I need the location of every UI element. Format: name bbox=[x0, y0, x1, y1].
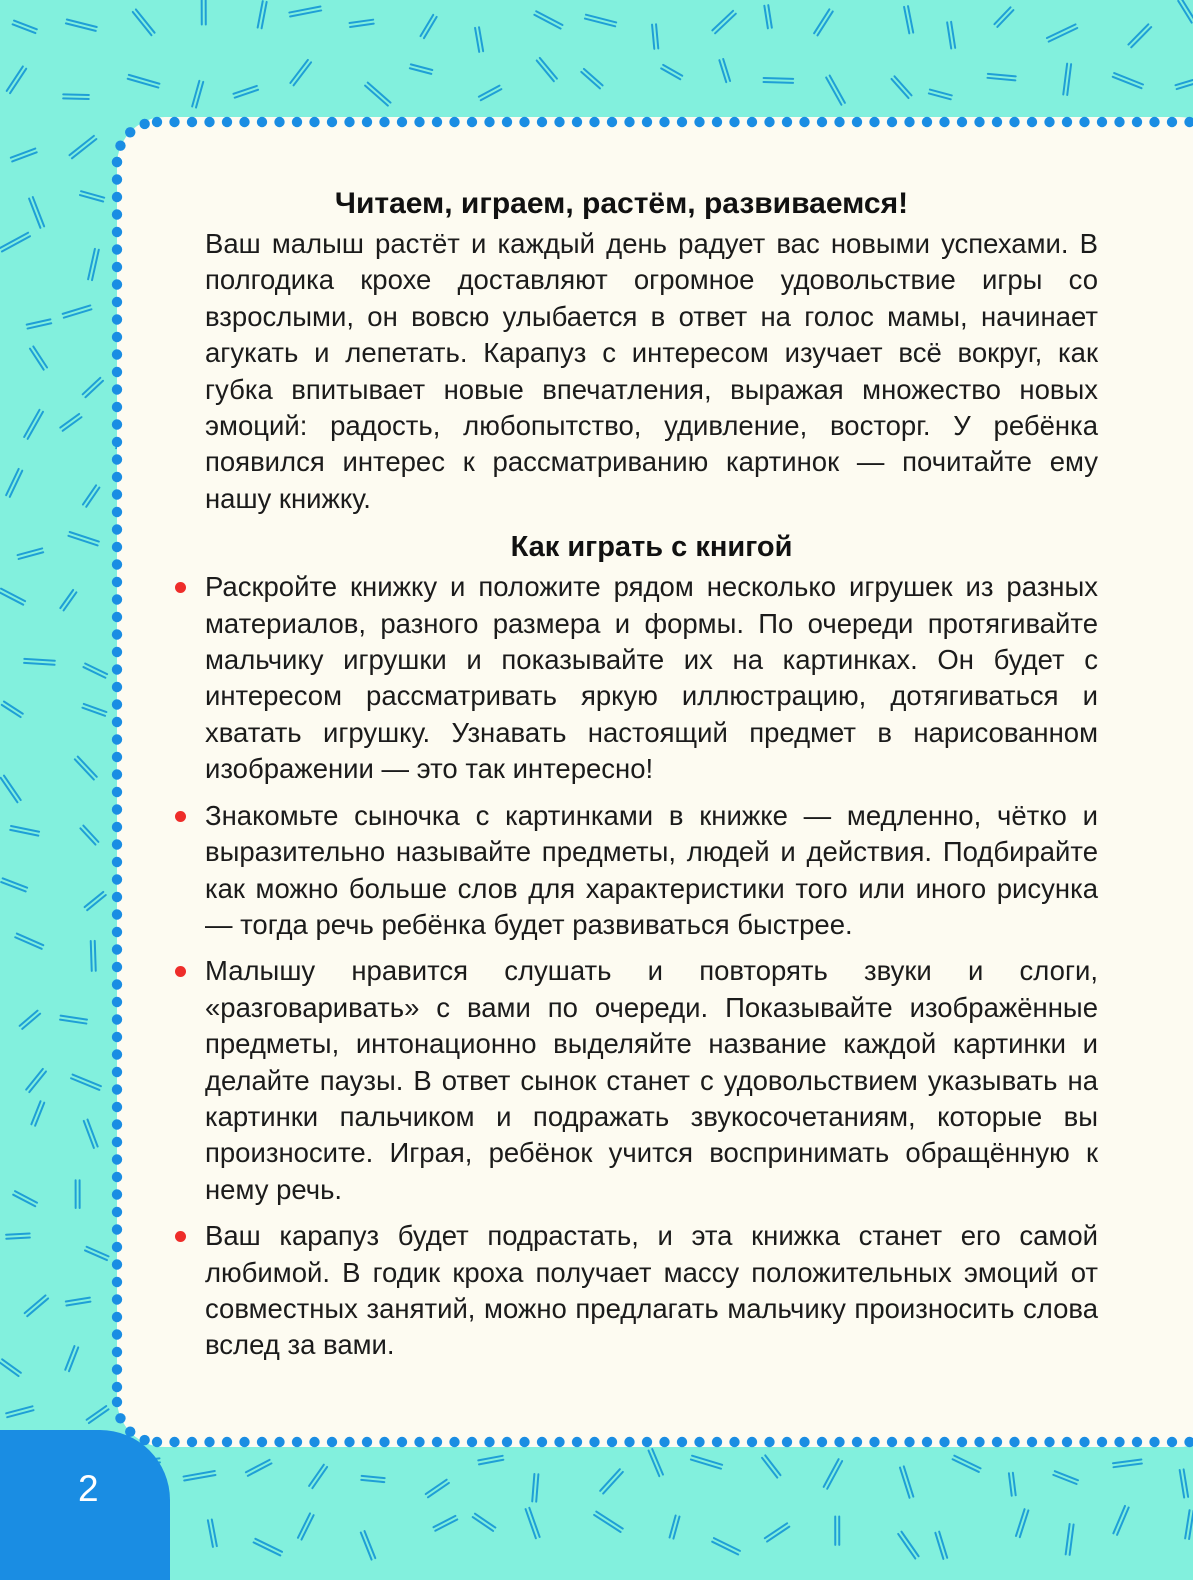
border-dot bbox=[112, 244, 122, 254]
border-dot bbox=[747, 117, 757, 127]
border-dot bbox=[1044, 1437, 1054, 1447]
border-dot bbox=[112, 1259, 122, 1269]
border-dot bbox=[112, 1154, 122, 1164]
border-dot bbox=[834, 1437, 844, 1447]
border-dot bbox=[112, 1294, 122, 1304]
border-dot bbox=[344, 117, 354, 127]
border-dot bbox=[677, 1437, 687, 1447]
border-dot bbox=[204, 1437, 214, 1447]
border-dot bbox=[1149, 117, 1159, 127]
border-dot bbox=[112, 594, 122, 604]
border-dot bbox=[887, 1437, 897, 1447]
border-dot bbox=[1114, 117, 1124, 127]
border-dot bbox=[112, 559, 122, 569]
border-dot bbox=[974, 1437, 984, 1447]
border-dot bbox=[327, 1437, 337, 1447]
border-dot bbox=[112, 297, 122, 307]
border-dot bbox=[112, 384, 122, 394]
border-dot bbox=[379, 117, 389, 127]
border-dot bbox=[112, 402, 122, 412]
border-dot bbox=[764, 117, 774, 127]
border-dot bbox=[112, 787, 122, 797]
list-item bbox=[205, 953, 1098, 1208]
list-item-text: Раскройте книжку и положите рядом несколько игрушек из разных материалов, разного размера и формы. По очереди протягивайте мальчику игрушки и показывайте их на картинках. Он будет с интересом рассматривать яркую иллюстрацию, дотягиваться и хватать игрушку. Узнавать настоящий предмет в нарисованном изображении — это так интересно! bbox=[205, 571, 1098, 784]
bullet-icon bbox=[175, 811, 186, 822]
border-dot bbox=[729, 1437, 739, 1447]
border-dot bbox=[112, 752, 122, 762]
list-item-text: Малышу нравится слушать и повторять звуки и слоги, «разговаривать» с вами по очереди. Показывайте изображённые предметы, интонационно выделяйте название каждой картинки и делайте паузы. В ответ сынок станет с удовольствием указывать на картинки пальчиком и подражать звукосочетаниям, которые вы произносите. Играя, ребёнок учится воспринимать обращённую к нему речь. bbox=[205, 955, 1098, 1204]
intro-paragraph: Ваш малыш растёт и каждый день радует вас новыми успехами. В полгодика крохе доставляют огромное удовольствие игры со взрослыми, он вовсю улыбается в ответ на голос мамы, начинает агукать и лепетать. Карапуз с интересом изучает всё вокруг, как губка впитывает новые впечатления, выражая множество новых эмоций: радость, любопытство, удивление, восторг. У ребёнка появился интерес к рассматриванию картинок — почитайте ему нашу книжку. bbox=[205, 226, 1098, 517]
border-dot bbox=[112, 839, 122, 849]
border-dot bbox=[169, 117, 179, 127]
border-dot bbox=[852, 117, 862, 127]
border-dot bbox=[112, 822, 122, 832]
article bbox=[205, 182, 1098, 1374]
border-dot bbox=[112, 1067, 122, 1077]
border-dot bbox=[554, 117, 564, 127]
border-dot bbox=[112, 682, 122, 692]
border-dot bbox=[1097, 1437, 1107, 1447]
border-dot bbox=[115, 141, 125, 151]
border-dot bbox=[112, 647, 122, 657]
border-dot bbox=[1027, 1437, 1037, 1447]
border-dot bbox=[502, 117, 512, 127]
border-dot bbox=[112, 1224, 122, 1234]
border-dot bbox=[992, 1437, 1002, 1447]
border-dot bbox=[112, 332, 122, 342]
border-dot bbox=[125, 127, 135, 137]
border-dot bbox=[112, 192, 122, 202]
border-dot bbox=[817, 1437, 827, 1447]
border-dot bbox=[292, 1437, 302, 1447]
border-dot bbox=[222, 117, 232, 127]
border-dot bbox=[112, 1382, 122, 1392]
border-dot bbox=[112, 209, 122, 219]
border-dot bbox=[537, 117, 547, 127]
border-dot bbox=[112, 1329, 122, 1339]
border-dot bbox=[112, 314, 122, 324]
border-dot bbox=[112, 1102, 122, 1112]
border-dot bbox=[292, 117, 302, 127]
border-dot bbox=[607, 1437, 617, 1447]
border-dot bbox=[112, 454, 122, 464]
border-dot bbox=[112, 367, 122, 377]
border-dot bbox=[922, 117, 932, 127]
border-dot bbox=[239, 1437, 249, 1447]
border-dot bbox=[112, 962, 122, 972]
border-dot bbox=[467, 117, 477, 127]
border-dot bbox=[112, 437, 122, 447]
border-dot bbox=[257, 1437, 267, 1447]
border-dot bbox=[112, 1137, 122, 1147]
border-dot bbox=[112, 892, 122, 902]
page-title: Читаем, играем, растём, развиваемся! bbox=[145, 182, 1098, 226]
border-dot bbox=[799, 1437, 809, 1447]
border-dot bbox=[309, 117, 319, 127]
border-dot bbox=[1167, 1437, 1177, 1447]
page-number: 2 bbox=[78, 1464, 99, 1514]
border-dot bbox=[112, 1347, 122, 1357]
border-dot bbox=[712, 1437, 722, 1447]
border-dot bbox=[112, 1397, 122, 1407]
border-dot bbox=[502, 1437, 512, 1447]
border-dot bbox=[817, 117, 827, 127]
border-dot bbox=[112, 542, 122, 552]
border-dot bbox=[869, 117, 879, 127]
border-dot bbox=[747, 1437, 757, 1447]
border-dot bbox=[484, 117, 494, 127]
border-dot bbox=[659, 1437, 669, 1447]
border-dot bbox=[589, 1437, 599, 1447]
border-dot bbox=[112, 699, 122, 709]
border-dot bbox=[554, 1437, 564, 1447]
border-dot bbox=[939, 117, 949, 127]
list-item bbox=[205, 798, 1098, 944]
border-dot bbox=[572, 1437, 582, 1447]
border-dot bbox=[904, 117, 914, 127]
border-dot bbox=[1132, 117, 1142, 127]
border-dot bbox=[112, 927, 122, 937]
border-dot bbox=[572, 117, 582, 127]
list-item bbox=[205, 1218, 1098, 1364]
border-dot bbox=[694, 1437, 704, 1447]
border-dot bbox=[432, 117, 442, 127]
border-dot bbox=[112, 909, 122, 919]
border-dot bbox=[112, 1032, 122, 1042]
border-dot bbox=[694, 117, 704, 127]
border-dot bbox=[112, 472, 122, 482]
border-dot bbox=[112, 944, 122, 954]
border-dot bbox=[1079, 1437, 1089, 1447]
border-dot bbox=[957, 1437, 967, 1447]
border-dot bbox=[484, 1437, 494, 1447]
border-dot bbox=[112, 1049, 122, 1059]
border-dot bbox=[112, 507, 122, 517]
border-dot bbox=[1184, 117, 1193, 127]
border-dot bbox=[659, 117, 669, 127]
border-dot bbox=[922, 1437, 932, 1447]
border-dot bbox=[624, 1437, 634, 1447]
border-dot bbox=[327, 117, 337, 127]
border-dot bbox=[939, 1437, 949, 1447]
border-dot bbox=[112, 524, 122, 534]
border-dot bbox=[414, 1437, 424, 1447]
border-dot bbox=[869, 1437, 879, 1447]
border-dot bbox=[974, 117, 984, 127]
border-dot bbox=[1027, 117, 1037, 127]
border-dot bbox=[1097, 117, 1107, 127]
border-dot bbox=[467, 1437, 477, 1447]
border-dot bbox=[112, 174, 122, 184]
border-dot bbox=[1114, 1437, 1124, 1447]
border-dot bbox=[139, 119, 149, 129]
border-dot bbox=[112, 804, 122, 814]
border-dot bbox=[112, 629, 122, 639]
border-dot bbox=[834, 117, 844, 127]
border-dot bbox=[904, 1437, 914, 1447]
border-dot bbox=[257, 117, 267, 127]
border-dot bbox=[1167, 117, 1177, 127]
border-dot bbox=[1149, 1437, 1159, 1447]
border-dot bbox=[274, 1437, 284, 1447]
section-title: Как играть с книгой bbox=[205, 527, 1098, 567]
border-dot bbox=[537, 1437, 547, 1447]
border-dot bbox=[362, 1437, 372, 1447]
border-dot bbox=[112, 1189, 122, 1199]
border-dot bbox=[112, 612, 122, 622]
border-dot bbox=[112, 1242, 122, 1252]
border-dot bbox=[187, 1437, 197, 1447]
list-item-text: Знакомьте сыночка с картинками в книжке — медленно, чётко и выразительно называйте предметы, людей и действия. Подбирайте как можно больше слов для характеристики того или иного рисунка — тогда речь ребёнка будет развиваться быстрее. bbox=[205, 800, 1098, 940]
border-dot bbox=[1132, 1437, 1142, 1447]
border-dot bbox=[187, 117, 197, 127]
list-item bbox=[205, 569, 1098, 787]
border-dot bbox=[152, 1437, 162, 1447]
border-dot bbox=[112, 1172, 122, 1182]
border-dot bbox=[887, 117, 897, 127]
border-dot bbox=[152, 117, 162, 127]
border-dot bbox=[607, 117, 617, 127]
border-dot bbox=[112, 577, 122, 587]
border-dot bbox=[449, 117, 459, 127]
border-dot bbox=[112, 227, 122, 237]
border-dot bbox=[112, 857, 122, 867]
border-dot bbox=[729, 117, 739, 127]
list-item-text: Ваш карапуз будет подрастать, и эта книжка станет его самой любимой. В годик кроха получает массу положительных эмоций от совместных занятий, можно предлагать мальчику произносить слова вслед за вами. bbox=[205, 1220, 1098, 1360]
border-dot bbox=[112, 279, 122, 289]
border-dot bbox=[1062, 1437, 1072, 1447]
border-dot bbox=[169, 1437, 179, 1447]
border-dot bbox=[112, 489, 122, 499]
border-dot bbox=[764, 1437, 774, 1447]
border-dot bbox=[112, 1207, 122, 1217]
border-dot bbox=[449, 1437, 459, 1447]
border-dot bbox=[112, 1084, 122, 1094]
border-dot bbox=[957, 117, 967, 127]
border-dot bbox=[112, 874, 122, 884]
border-dot bbox=[112, 419, 122, 429]
border-dot bbox=[112, 734, 122, 744]
border-dot bbox=[642, 1437, 652, 1447]
border-dot bbox=[112, 157, 122, 167]
border-dot bbox=[112, 1312, 122, 1322]
border-dot bbox=[344, 1437, 354, 1447]
border-dot bbox=[397, 117, 407, 127]
border-dot bbox=[642, 117, 652, 127]
border-dot bbox=[112, 979, 122, 989]
border-dot bbox=[309, 1437, 319, 1447]
border-dot bbox=[112, 769, 122, 779]
border-dot bbox=[112, 1119, 122, 1129]
border-dot bbox=[379, 1437, 389, 1447]
border-dot bbox=[852, 1437, 862, 1447]
border-dot bbox=[624, 117, 634, 127]
border-dot bbox=[115, 1413, 125, 1423]
border-dot bbox=[414, 117, 424, 127]
border-dot bbox=[204, 117, 214, 127]
border-dot bbox=[589, 117, 599, 127]
border-dot bbox=[1184, 1437, 1193, 1447]
border-dot bbox=[1079, 117, 1089, 127]
border-dot bbox=[519, 117, 529, 127]
border-dot bbox=[782, 1437, 792, 1447]
border-dot bbox=[112, 1014, 122, 1024]
border-dot bbox=[112, 664, 122, 674]
border-dot bbox=[1009, 1437, 1019, 1447]
border-dot bbox=[1009, 117, 1019, 127]
border-dot bbox=[1044, 117, 1054, 127]
border-dot bbox=[1062, 117, 1072, 127]
border-dot bbox=[432, 1437, 442, 1447]
border-dot bbox=[519, 1437, 529, 1447]
border-dot bbox=[782, 117, 792, 127]
border-dot bbox=[274, 117, 284, 127]
border-dot bbox=[112, 717, 122, 727]
border-dot bbox=[112, 349, 122, 359]
border-dot bbox=[222, 1437, 232, 1447]
border-dot bbox=[362, 117, 372, 127]
border-dot bbox=[112, 262, 122, 272]
border-dot bbox=[112, 1364, 122, 1374]
border-dot bbox=[397, 1437, 407, 1447]
border-dot bbox=[712, 117, 722, 127]
border-dot bbox=[112, 1277, 122, 1287]
border-dot bbox=[992, 117, 1002, 127]
border-dot bbox=[112, 997, 122, 1007]
border-dot bbox=[799, 117, 809, 127]
tips-list bbox=[205, 569, 1098, 1364]
border-dot bbox=[677, 117, 687, 127]
border-dot bbox=[239, 117, 249, 127]
